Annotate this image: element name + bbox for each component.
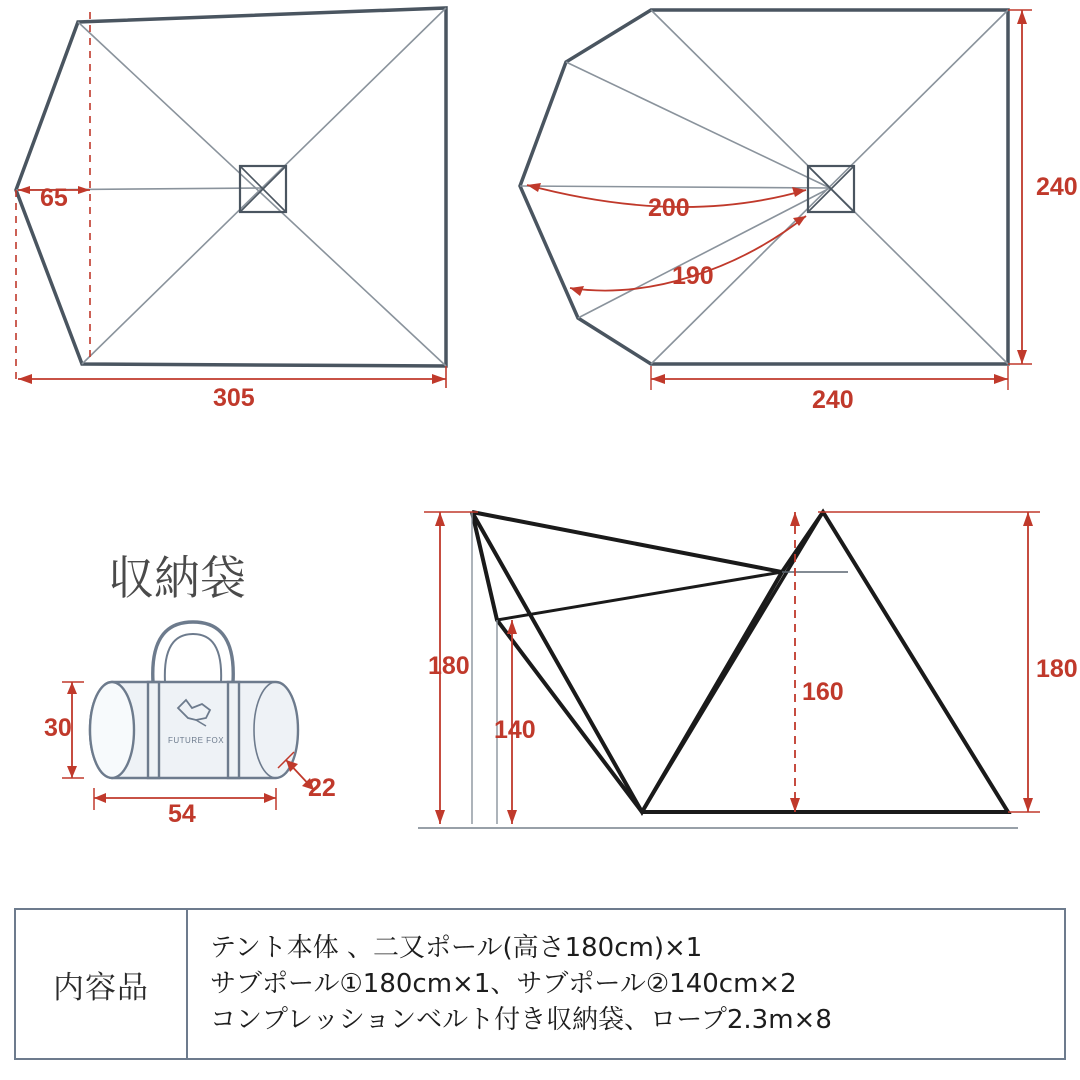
contents-line-2: サブポール①180cm×1、サブポール②140cm×2: [210, 969, 797, 999]
seam-line: [82, 8, 446, 364]
arrow-head: [507, 620, 517, 634]
dimension-label-180-right: 180: [1036, 655, 1078, 683]
contents-line-3: コンプレッションベルト付き収納袋、ロープ2.3m×8: [210, 1005, 832, 1035]
arrow-head: [1023, 798, 1033, 812]
dimension-label-160: 160: [802, 678, 844, 706]
arrow-head: [1023, 512, 1033, 526]
dimension-label-240-horizontal: 240: [812, 386, 854, 414]
bag-brand-logo-text: FUTURE FOX: [168, 736, 225, 745]
contents-spec-table: [14, 908, 1066, 1060]
dimension-label-65: 65: [40, 184, 68, 212]
storage-bag-title: 収納袋: [108, 551, 246, 605]
dimension-label-30: 30: [44, 714, 72, 742]
canopy-left: [472, 512, 782, 812]
dimension-label-180-left: 180: [428, 652, 470, 680]
contents-line-1: テント本体 、二又ポール(高さ180cm)×1: [210, 933, 703, 963]
seam-line: [520, 186, 830, 188]
arrow-head: [507, 810, 517, 824]
arrow-head: [67, 766, 77, 778]
seam-line: [566, 62, 830, 188]
side-elevation-view: [418, 512, 1040, 828]
arrow-head: [78, 186, 90, 194]
dimension-label-240-vertical: 240: [1036, 173, 1078, 201]
bag-end-cap: [90, 682, 134, 778]
arrow-head: [790, 512, 800, 526]
seam-line: [578, 188, 830, 318]
arrow-head: [435, 512, 445, 526]
arrow-head: [18, 186, 30, 194]
arrow-head: [67, 682, 77, 694]
dimension-label-190: 190: [672, 262, 714, 290]
dimension-label-22: 22: [308, 774, 336, 802]
arrow-head: [18, 374, 32, 384]
arrow-head: [1017, 10, 1027, 24]
dimension-label-305: 305: [213, 384, 255, 412]
contents-label-cell: [16, 910, 188, 1058]
dimension-label-54: 54: [168, 800, 196, 828]
canopy-seam: [497, 572, 782, 620]
arrow-head: [264, 793, 276, 803]
arrow-head: [790, 798, 800, 812]
arrow-head: [432, 374, 446, 384]
storage-bag-view: [62, 622, 314, 810]
contents-value-cell: [188, 910, 1064, 1058]
arrow-head: [94, 793, 106, 803]
bag-handle-inner: [165, 634, 221, 682]
arrow-head: [527, 183, 541, 192]
arrow-head: [994, 374, 1008, 384]
dimension-label-140: 140: [494, 716, 536, 744]
floor-plan-right-view: [520, 10, 1032, 390]
arrow-head: [435, 810, 445, 824]
dimension-label-200: 200: [648, 194, 690, 222]
contents-label: 内容品: [53, 969, 149, 1006]
arrow-head: [1017, 350, 1027, 364]
arrow-head: [651, 374, 665, 384]
floor-plan-left-view: [16, 8, 446, 388]
